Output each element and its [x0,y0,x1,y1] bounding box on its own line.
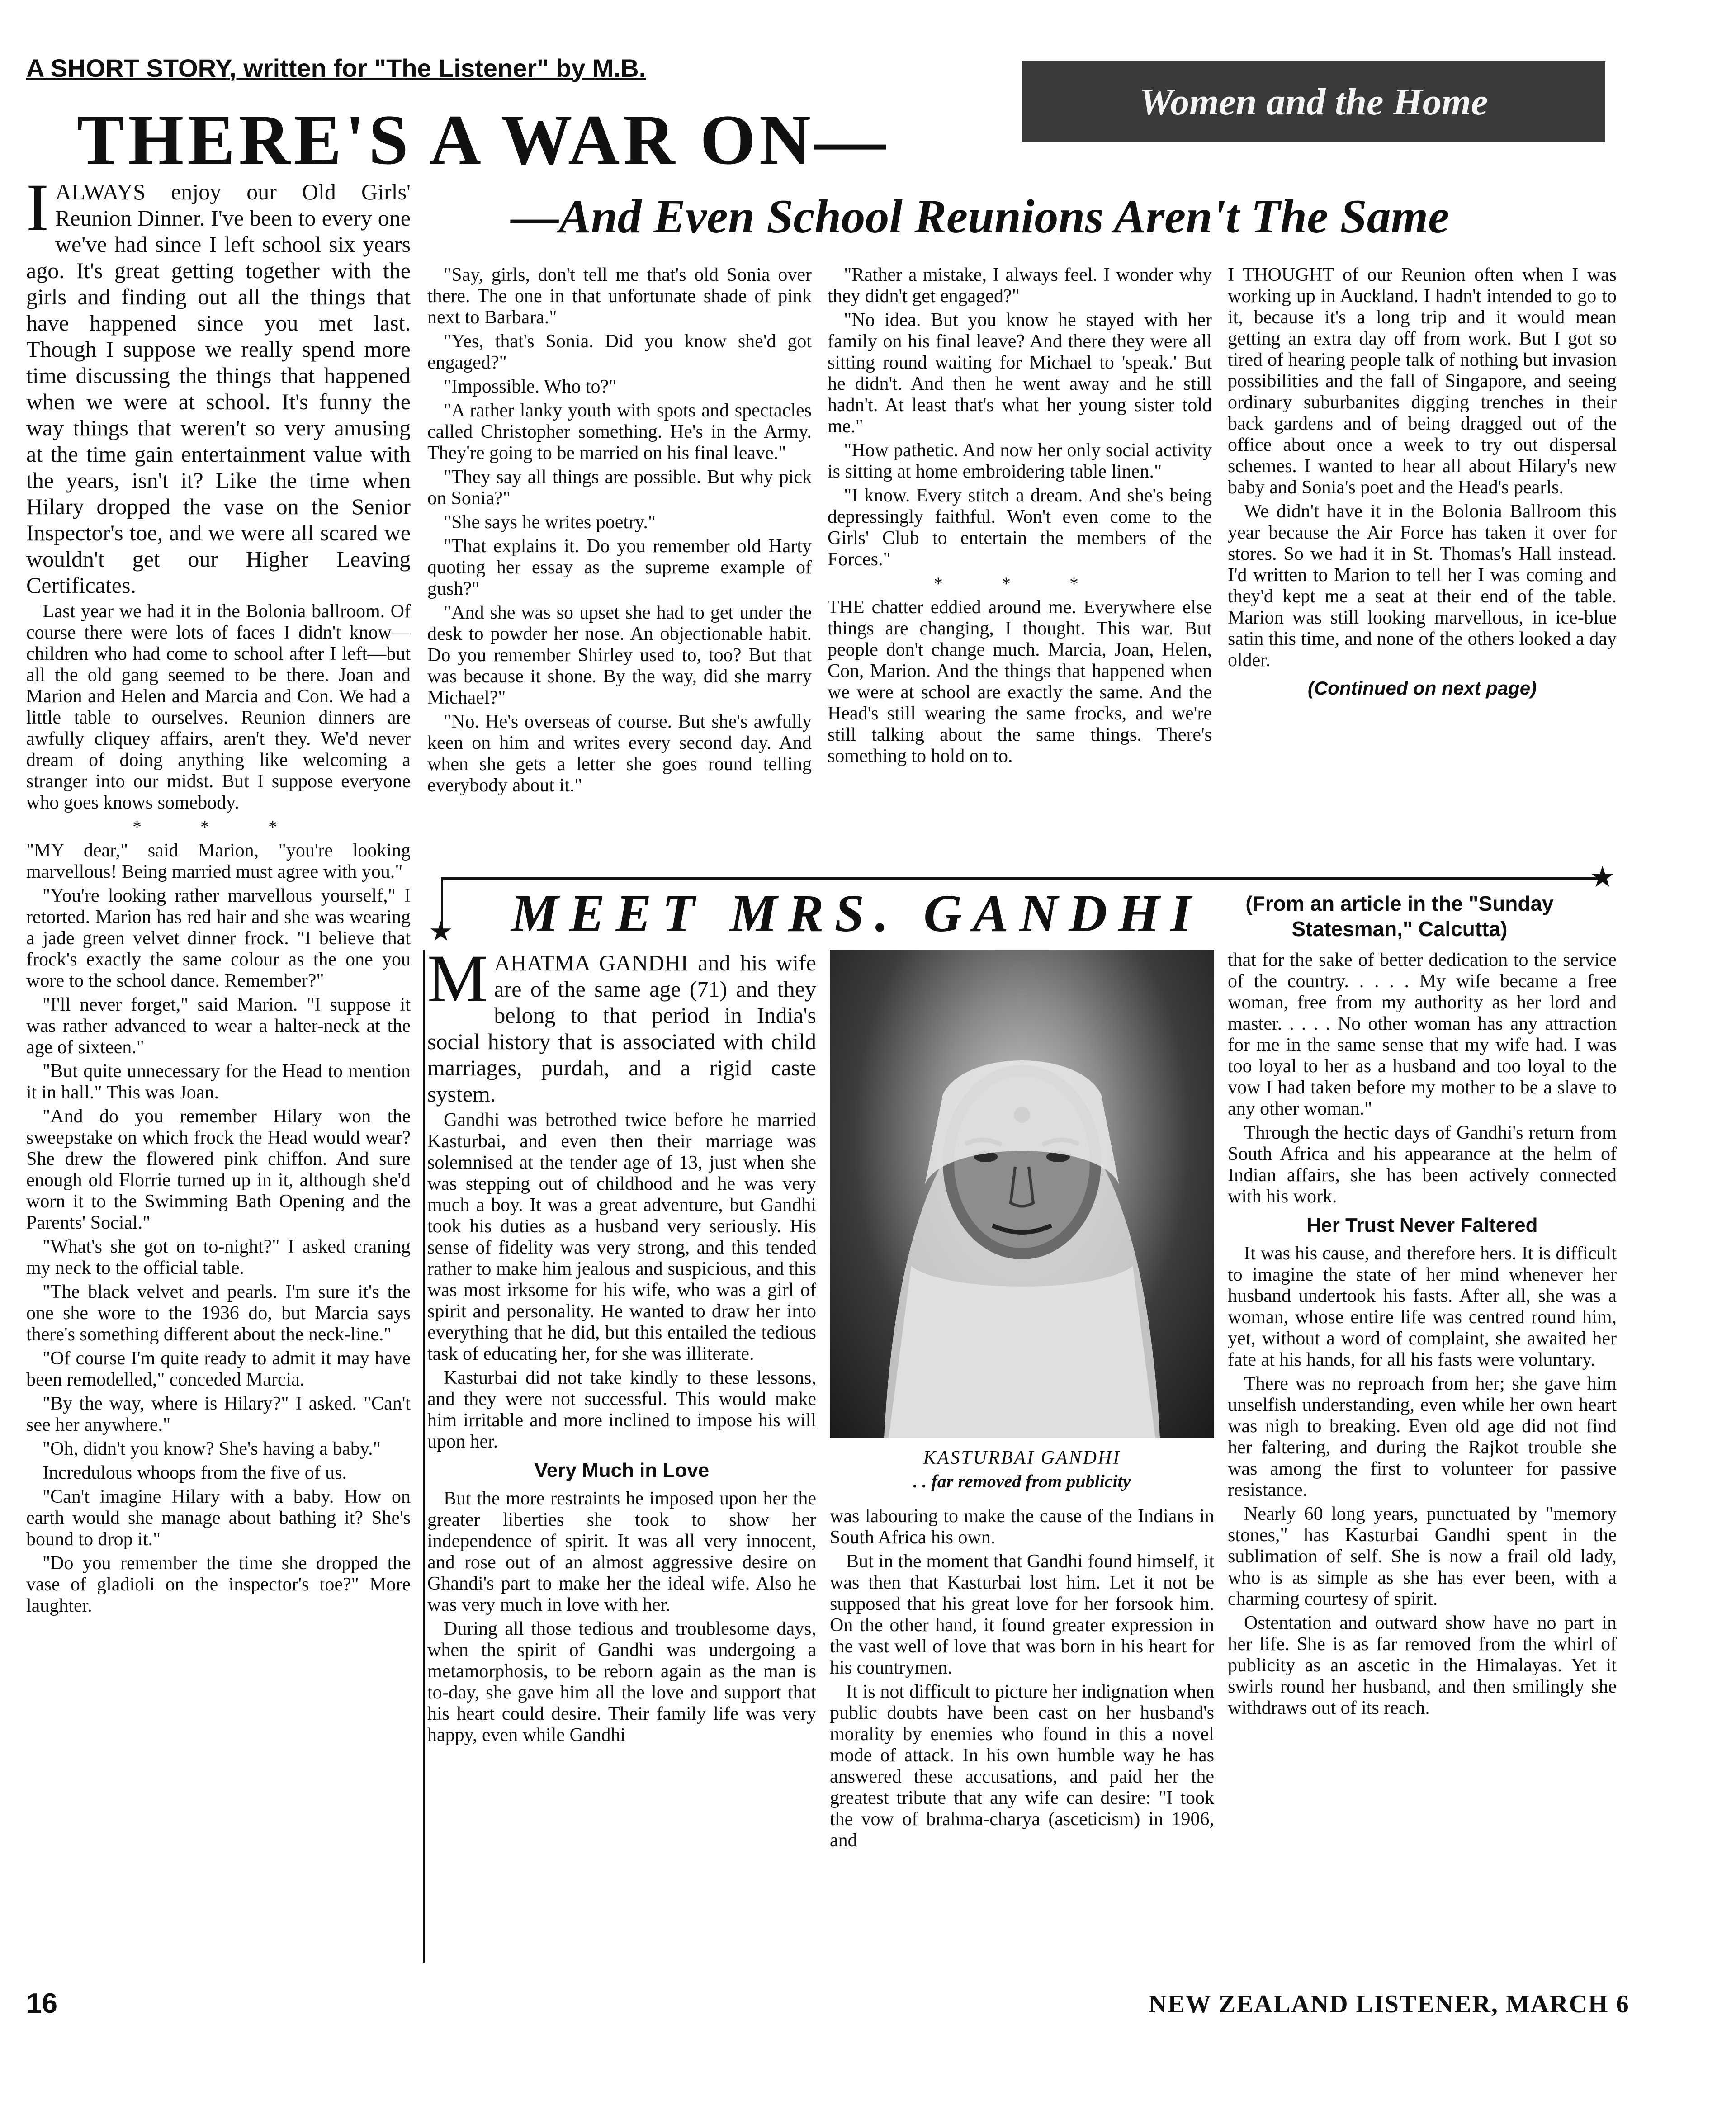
gandhi-paragraph: Ostentation and outward show have no part in her life. She is as far removed from the whirl of publicity as an ascetic in the Himalayas. Yet it swirls round her husband, and then smilingly she withdraws out of its reach. [1228,1613,1617,1718]
gandhi-paragraph: But the more restraints he imposed upon her the greater liberties she took to show her independence of spirit. It was all very innocent, and rose out of an almost aggressive desire on Ghandi's part to make her the ideal wife. Also he was very much in love with her. [427,1488,816,1615]
gandhi-column-4 [1228,950,1617,1967]
dropcap-m: M [427,941,488,1016]
story-paragraph: "Oh, didn't you know? She's having a baby." [43,1438,381,1459]
story-paragraph: "A rather lanky youth with spots and spectacles called Christopher something. He's in the Army. They're going to be married on his final leave." [427,400,812,464]
gandhi-paragraph: During all those tedious and troublesome days, when the spirit of Gandhi was undergoing a metamorphosis, to be reborn again as the man is to-day, she gave him all the love and support that his heart could desire. Their family life was very happy, even while Gandhi [427,1618,816,1746]
story-paragraph: "I know. Every stitch a dream. And she's being depressingly faithful. Won't even come to the Girls' Club to entertain the members of the Forces." [828,485,1212,570]
story-paragraph: I THOUGHT of our Reunion often when I was working up in Auckland. I hadn't intended to go to it, because it's a long trip and it would mean getting an extra day off from work. But I got so tired of hearing people talk of nothing but invasion possibilities and the fall of Singapore, and seeing ordinary suburbanites digging trenches in their back gardens and of being dragged out of the office about once a week to try out dispersal schemes. I wanted to hear all about Hilary's new baby and Sonia's poet and the Head's pearls. [1228,265,1617,498]
gandhi-intro-paragraph: AHATMA GANDHI and his wife are of the same age (71) and they belong to that period in India's social history that is associated with child marriages, purdah, and a rigid caste system. [427,950,816,1107]
story-paragraph: Incredulous whoops from the five of us. [43,1462,347,1483]
story-paragraph: "Say, girls, don't tell me that's old Sonia over there. The one in that unfortunate shade of pink next to Barbara." [427,265,812,328]
gandhi-column-3 [830,1506,1214,1967]
story-paragraph: "And she was so upset she had to get under the desk to powder her nose. An objectionable habit. Do you remember Shirley used to, too? But that was because it shone. By the way, did she marry Michael?" [427,602,812,708]
gandhi-paragraph: Kasturbai did not take kindly to these lessons, and they were not successful. This would make him irritable and more inclined to impose his will upon her. [427,1367,816,1452]
gandhi-paragraph: Through the hectic days of Gandhi's return from South Africa and his appearance at the helm of Indian affairs, she has been actively connected with his work. [1228,1122,1617,1207]
star-ornament-left: ★ [429,917,453,946]
story-column-3 [828,265,1212,852]
gandhi-paragraph: There was no reproach from her; she gave him unselfish understanding, even while her own heart was nigh to breaking. Even old age did not find her faltering, and during the Rajkot trouble she was among the first to volunteer for passive resistance. [1228,1373,1617,1500]
story-paragraph: "Rather a mistake, I always feel. I wonder why they didn't get engaged?" [828,265,1212,307]
story-column-1 [26,170,411,1616]
story-paragraph: "Do you remember the time she dropped the vase of gladioli on the inspector's toe?" More laughter. [26,1553,411,1616]
story-column-2 [427,265,812,852]
story-paragraph: "Impossible. Who to?" [444,376,617,397]
gandhi-paragraph: It was his cause, and therefore hers. It is difficult to imagine the state of her mind whenever her husband undertook his fasts. After all, she was a woman, whose entire life was centred round him, yet, without a word of complaint, she awaited her fate at his hands, for all his fasts were voluntary. [1228,1243,1617,1370]
section-banner-text: Women and the Home [1139,80,1488,123]
story-paragraph: "By the way, where is Hilary?" I asked. "Can't see her anywhere." [26,1393,411,1435]
story-paragraph: Last year we had it in the Bolonia ballroom. Of course there were lots of faces I didn't know—children who had come to school after I left—but all the old gang seemed to be there. Joan and Marion and Helen and Marcia and Con. We had a little table to ourselves. Reunion dinners are awfully cliquey affairs, aren't they. We'd never dream of doing anything like welcoming a stranger into our midst. But I suppose everyone who goes knows somebody. [26,601,411,813]
story-paragraph: "Of course I'm quite ready to admit it may have been remodelled," conceded Marcia. [26,1348,411,1390]
column-divider [423,950,425,1963]
photo-caption-name: KASTURBAI GANDHI [923,1448,1121,1468]
gandhi-source: (From an article in the "Sunday Statesman," Calcutta) [1245,892,1554,941]
gandhi-paragraph: It is not difficult to picture her indignation when public doubts have been cast on her husband's morality by enemies who found in this a novel mode of attack. In his own humble way he has answered these accusations, and paid her the greatest tribute that any wife can desire: "I took the vow of brahma-charya (asceticism) in 1906, and [830,1681,1214,1851]
subhead-very-much-in-love: Very Much in Love [534,1459,710,1481]
gandhi-column-2 [427,941,816,1967]
story-column-4 [1228,265,1617,852]
story-paragraph: "Can't imagine Hilary with a baby. How on earth would she manage about bathing it? She's bound to drop it." [26,1486,411,1550]
gandhi-paragraph: But in the moment that Gandhi found himself, it was then that Kasturbai lost him. Let it not be supposed that his great love for her forsook him. On the other hand, it found greater expression in the vast well of love that was born in his heart for his countrymen. [830,1551,1214,1678]
continued-note: (Continued on next page) [1307,677,1537,699]
story-paragraph: "You're looking rather marvellous yourself," I retorted. Marion has red hair and she was wearing a jade green velvet dinner frock. "I believe that frock's exactly the same colour as the one you wore to the school dance. Remember?" [26,885,411,991]
story-paragraph: "How pathetic. And now her only social activity is sitting at home embroidering table linen." [828,440,1212,482]
story-paragraph: THE chatter eddied around me. Everywhere else things are changing, I thought. This war. But people don't change much. Marcia, Joan, Helen, Con, Marion. And the things that happened when we were at school are exactly the same. And the Head's still wearing the same frocks, and we're still talking about the same things. There's something to hold on to. [828,597,1212,766]
story-paragraph: "No. He's overseas of course. But she's awfully keen on him and writes every second day. And when she gets a letter she goes round telling everybody about it." [427,711,812,796]
publication-footer: NEW ZEALAND LISTENER, MARCH 6 [1149,1990,1630,2018]
story-paragraph: "I'll never forget," said Marion. "I suppose it was rather advanced to wear a halter-neck at the age of sixteen." [26,994,411,1058]
gandhi-paragraph: Nearly 60 long years, punctuated by "memory stones," has Kasturbai Gandhi spent in the sublimation of self. She is now a frail old lady, who is as simple as she has ever been, with a charming courtesy of spirit. [1228,1504,1617,1609]
portrait-photo [830,950,1214,1438]
story-paragraph: "What's she got on to-night?" I asked craning my neck to the official table. [26,1236,411,1278]
story-intro-paragraph: ALWAYS enjoy our Old Girls' Reunion Dinner. I've been to every one we've had since I left school six years ago. It's great getting together with the girls and finding out all the things that have happened since you met last. Though I suppose we really spend more time discussing the things that happened when we were at school. It's funny the way things that weren't so very amusing at the time gain entertainment value with the years, isn't it? Like the time when Hilary dropped the vase on the Senior Inspector's toe, and we were all scared we wouldn't get our Higher Leaving Certificates. [26,179,411,598]
story-paragraph: "Yes, that's Sonia. Did you know she'd got engaged?" [427,331,812,373]
story-paragraph: "They say all things are possible. But why pick on Sonia?" [427,467,812,509]
box-rule-top [441,877,1599,880]
story-paragraph: "No idea. But you know he stayed with her family on his final leave? And there they were all sitting round waiting for Michael to 'speak.' But he didn't. And then he went away and he still hadn't. At least that's what her young sister told me." [828,310,1212,437]
subhead-her-trust-never-faltered: Her Trust Never Faltered [1306,1214,1538,1236]
gandhi-paragraph: that for the sake of better dedication to the service of the country. . . . . My wife became a free woman, free from my authority as her lord and master. . . . . No other woman has any attraction for me in the same sense that my wife had. I was too loyal to her as a husband and too loyal to the vow I had taken before my mother to be a slave to any other woman." [1228,950,1617,1119]
photo-caption-sub: . . far removed from publicity [913,1471,1131,1491]
headline: THERE'S A WAR ON— [77,100,889,180]
gandhi-paragraph: Gandhi was betrothed twice before he married Kasturbai, and even then their marriage was solemnised at the tender age of 13, just when she was stepping out of childhood and he was very much a boy. It was a great adventure, but Gandhi took his duties as a husband very seriously. His sense of fidelity was very strong, and this tended rather to make him jealous and suspicious, and this was most irksome for his wife, who was a girl of spirit and personality. He wanted to draw her into everything that he did, but this entailed the tedious task of educating her, for she was illiterate. [427,1110,816,1364]
gandhi-headline: MEET MRS. GANDHI [511,884,1202,943]
page-number: 16 [26,1988,57,2019]
section-break: * * * [132,817,304,837]
star-ornament-top-right: ★ [1589,861,1616,893]
story-paragraph: "The black velvet and pearls. I'm sure it's the one she wore to the 1936 do, but Marcia says there's something different about the neck-line." [26,1282,411,1345]
kicker: A SHORT STORY, written for "The Listener" by M.B. [26,54,646,82]
story-paragraph: We didn't have it in the Bolonia Ballroom this year because the Air Force has taken it over for stores. So we had it in St. Thomas's Hall instead. I'd written to Marion to tell her I was coming and they'd kept me a seat at their end of the table. Marion was still looking marvellous, in ice-blue satin this time, and none of the others looked a day older. [1228,501,1617,671]
story-paragraph: "That explains it. Do you remember old Harty quoting her essay as the supreme example of gush?" [427,536,812,599]
story-paragraph: "And do you remember Hilary won the sweepstake on which frock the Head would wear? She drew the flowered pink chiffon. And sure enough old Florrie turned up in it, although she'd worn it to the Swimming Bath Opening and the Parents' Social." [26,1106,411,1233]
story-paragraph: "She says he writes poetry." [444,512,656,533]
section-banner [1022,61,1605,142]
story-paragraph: "MY dear," said Marion, "you're looking marvellous! Being married must agree with you." [26,840,411,882]
subheadline: —And Even School Reunions Aren't The Same [511,190,1450,243]
portrait-figure [830,950,1214,1438]
story-paragraph: "But quite unnecessary for the Head to mention it in hall." This was Joan. [26,1061,411,1103]
section-break: * * * [934,573,1106,594]
gandhi-paragraph: was labouring to make the cause of the Indians in South Africa his own. [830,1506,1214,1548]
dropcap-i: I [26,170,49,245]
